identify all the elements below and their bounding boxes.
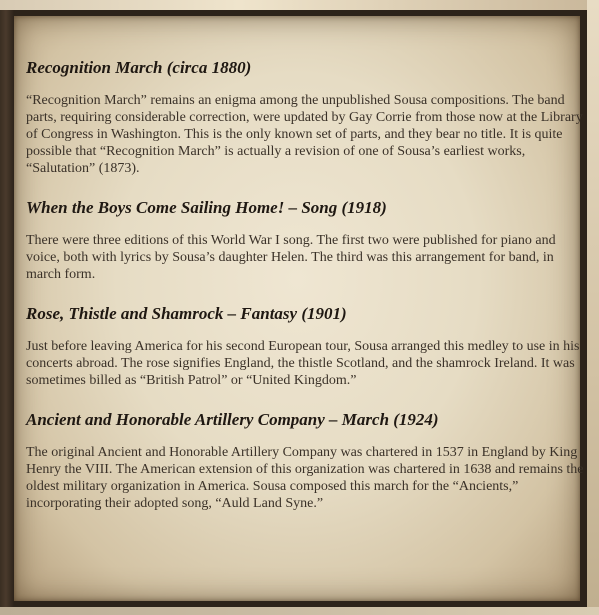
section-title: Recognition March (circa 1880) — [26, 58, 252, 77]
section-text: The original Ancient and Honorable Artillery Company was chartered in 1537 in England by King Henry the VIII. The American extension of this organization was chartered in 1638 and remains the oldest military organization in America. Sousa composed this march for the “Ancients,” incorporating their adopted song, “Auld Land Syne.” — [26, 445, 584, 511]
section-text: There were three editions of this World War I song. The first two were published for piano and voice, both with lyrics by Sousa’s daughter Helen. The third was this arrangement for band, in march form. — [26, 233, 556, 282]
section-title: Rose, Thistle and Shamrock – Fantasy (1901) — [26, 304, 347, 323]
section-text: Just before leaving America for his second European tour, Sousa arranged this medley to use in his concerts abroad. The rose signifies England, the thistle Scotland, and the shamrock Ireland. It was sometimes billed as “British Patrol” or “United Kingdom.” — [26, 339, 580, 388]
section-title: Ancient and Honorable Artillery Company – March (1924) — [26, 410, 439, 429]
bottom-edge — [0, 607, 599, 615]
section-text: “Recognition March” remains an enigma among the unpublished Sousa compositions. The band parts, requiring considerable correction, were updated by Gay Corrie from those now at the Library of Congress in Washington. This is the only known set of parts, and they bear no title. It is quite possible that “Recognition March” is actually a revision of one of Sousa’s earliest works, “Salutation” (1873). — [26, 93, 583, 176]
section-recognition-march — [26, 58, 586, 177]
section-boys-sailing-home — [26, 198, 586, 283]
liner-notes — [26, 58, 586, 512]
section-rose-thistle-shamrock — [26, 304, 586, 389]
right-edge — [587, 0, 599, 615]
top-edge — [0, 0, 599, 10]
section-title: When the Boys Come Sailing Home! – Song (1918) — [26, 198, 387, 217]
section-artillery-company — [26, 410, 586, 512]
